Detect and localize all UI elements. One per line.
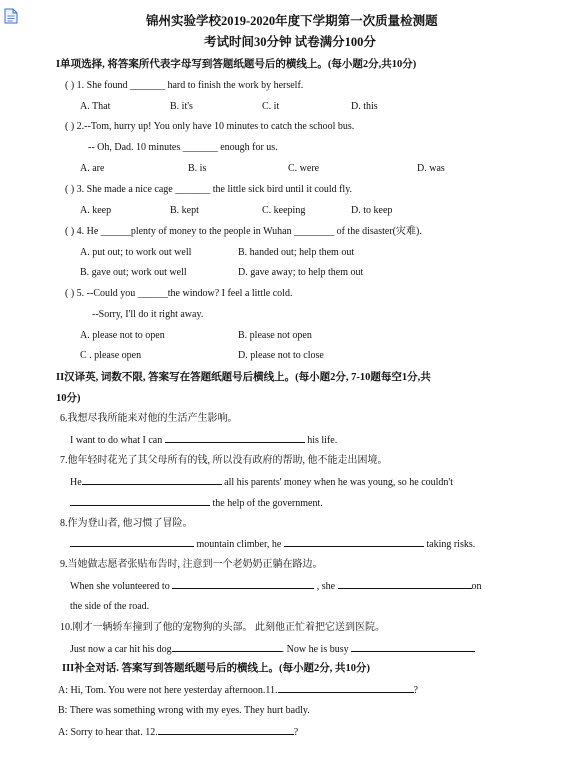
question-stem: ( ) 5. --Could you ______the window? I feel a little cold. [65,288,293,299]
section-heading: 10分) [56,393,81,404]
question-stem: -- Oh, Dad. 10 minutes _______ enough for us. [88,142,278,153]
section-heading: I单项选择, 将答案所代表字母写到答题纸题号后的横线上。(每小题2分,共10分) [56,59,417,70]
question-stem: ( ) 4. He ______plenty of money to the people in Wuhan ________ of the disaster(灾难). [65,226,422,237]
option: D. gave away; to help them out [238,267,364,278]
chinese-prompt: 8.作为登山者, 他习惯了冒险。 [60,518,193,529]
exam-info: 考试时间30分钟 试卷满分100分 [204,35,376,49]
answer-line: He all his parents' money when he was young, so he couldn't [70,477,454,488]
dialogue-line: B: There was something wrong with my eyes. They hurt badly. [58,705,310,716]
answer-line: the side of the road. [70,601,150,612]
answer-line: the help of the government. [70,496,323,510]
option: B. handed out; help them out [238,247,355,258]
option: A. keep [80,205,112,216]
chinese-prompt: 10.刚才一辆轿车撞到了他的宠物狗的头部。 此刻他正忙着把它送到医院。 [60,622,385,633]
option: D. please not to close [238,350,324,361]
option: B. gave out; work out well [80,267,187,278]
option: C. it [262,101,280,112]
question-stem: ( ) 2.--Tom, hurry up! You only have 10 minutes to catch the school bus. [65,121,355,132]
chinese-prompt: 6.我想尽我所能来对他的生活产生影响。 [60,413,238,424]
answer-line: When she volunteered to , she on [70,581,482,592]
option: A. That [80,101,111,112]
chinese-prompt: 9.当她做志愿者张贴布告时, 注意到一个老奶奶正躺在路边。 [60,559,323,570]
question-stem: --Sorry, I'll do it right away. [92,309,204,320]
option: B. it's [170,101,193,112]
option: D. this [351,101,378,112]
dialogue-line: A: Hi, Tom. You were not here yesterday afternoon.11. ? [58,685,418,696]
question-stem: ( ) 1. She found _______ hard to finish the work by herself. [65,80,304,91]
answer-line: I want to do what I can his life. [70,435,338,446]
answer-line: Just now a car hit his dog . Now he is busy [70,642,475,656]
section-heading: II汉译英, 词数不限, 答案写在答题纸题号后横线上。(每小题2分, 7-10题每空1分,共 [56,372,431,383]
dialogue-line: A: Sorry to hear that. 12. ? [58,727,299,738]
option: C . please open [80,350,142,361]
page-title: 锦州实验学校2019-2020年度下学期第一次质量检测题 [146,14,438,28]
option: B. please not open [238,330,312,341]
option: A. are [80,163,105,174]
option: A. put out; to work out well [80,247,192,258]
section-heading: III补全对话. 答案写到答题纸题号后的横线上。(每小题2分, 共10分) [62,663,371,674]
option: C. were [288,163,320,174]
option: B. kept [170,205,199,216]
option: D. was [417,163,445,174]
document-icon [4,8,18,24]
question-stem: ( ) 3. She made a nice cage _______ the little sick bird until it could fly. [65,184,353,195]
chinese-prompt: 7.他年轻时花光了其父母所有的钱, 所以没有政府的帮助, 他不能走出困境。 [60,455,388,466]
option: B. is [188,163,207,174]
option: D. to keep [351,205,393,216]
answer-line: mountain climber, he taking risks. [70,537,475,551]
option: C. keeping [262,205,306,216]
option: A. please not to open [80,330,165,341]
